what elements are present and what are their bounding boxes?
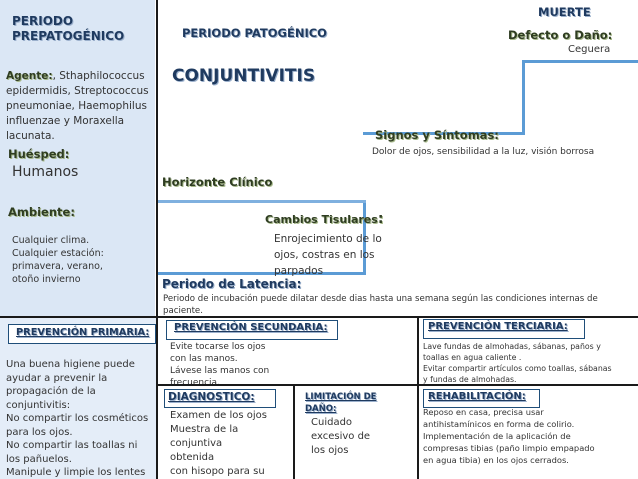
latencia-label: Periodo de Latencia: [162,277,302,291]
ambiente-text: Cualquier clima. Cualquier estación: primavera, verano, otoño invierno [12,235,104,285]
diagnostico-label: DIAGNOSTICO: [168,391,255,403]
horizonte-clinico-label: Horizonte Clínico [162,175,273,189]
vertical-divider-main [156,0,158,318]
agente-block: Agente:, Sthaphilococcus epidermidis, Streptococcus pneumoniae, Haemophilus influenzae y Moraxella lacunata. [6,70,149,142]
vertical-divider-primary [156,316,158,479]
ambiente-label: Ambiente: [8,205,75,219]
huesped-text: Humanos [12,164,79,180]
vertical-divider-secondary [417,316,419,479]
signos-label: Signos y Síntomas: [375,128,499,142]
horizontal-divider-tertiary [158,384,638,386]
cambios-text: Enrojecimiento de lo ojos, costras en los parpados [274,233,382,277]
huesped-label: Huésped: [8,147,70,161]
disease-name: CONJUNTIVITIS [172,66,316,86]
patogenic-title: PERIODO PATOGÉNICO [182,26,327,40]
rehabilitacion-label: REHABILITACIÓN: [428,391,526,402]
staircase-step-4 [522,60,638,63]
primaria-text: Una buena higiene puede ayudar a prevenir la propagación de la conjuntivitis: No compartir los cosméticos para los ojos. No compartir las toallas ni los pañuelos. Manipule y limpie los lentes [6,359,149,478]
secundaria-label: PREVENCIÓN SECUNDARIA: [174,322,328,333]
defecto-label: Defecto o Daño: [508,28,613,42]
staircase-riser-2 [522,60,525,135]
cambios-label: Cambios Tisulares: [265,211,384,227]
diagnostico-text: Examen de los ojos Muestra de la conjuntiva obtenida con hisopo para su [170,410,267,477]
signos-text: Dolor de ojos, sensibilidad a la luz, visión borrosa [372,147,595,157]
latencia-text: Periodo de incubación puede dilatar desde dias hasta una semana según las condiciones internas de paciente. [163,294,598,316]
terciaria-text: Lave fundas de almohadas, sábanas, paños y toallas en agua caliente . Evitar compartir artículos como toallas, sábanas y fundas de almohadas. [423,342,612,384]
vertical-divider-limitacion [293,384,295,479]
terciaria-label: PREVENCIÓN TERCIARIA: [428,321,568,332]
staircase-step-2 [158,200,366,203]
defecto-text: Ceguera [568,44,611,55]
limitacion-label: LIMITACIÓN DE DAÑO: [305,392,377,414]
secundaria-text: Evite tocarse los ojos con las manos. Lávese las manos con frecuencia. [170,342,270,384]
muerte-label: MUERTE [538,5,591,19]
agente-label: Agente: [6,70,53,82]
limitacion-text: Cuidado excesivo de los ojos [311,417,371,456]
rehabilitacion-text: Reposo en casa, precisa usar antihistamínicos en forma de colirio. Implementación de la aplicación de compresas tibias (paño limpio empapado en agua tibia) en los ojos cerrados. [423,407,595,465]
prepatogenic-title: PERIODO PREPATOGÉNICO [12,14,125,43]
primaria-label: PREVENCIÓN PRIMARIA: [16,327,150,338]
